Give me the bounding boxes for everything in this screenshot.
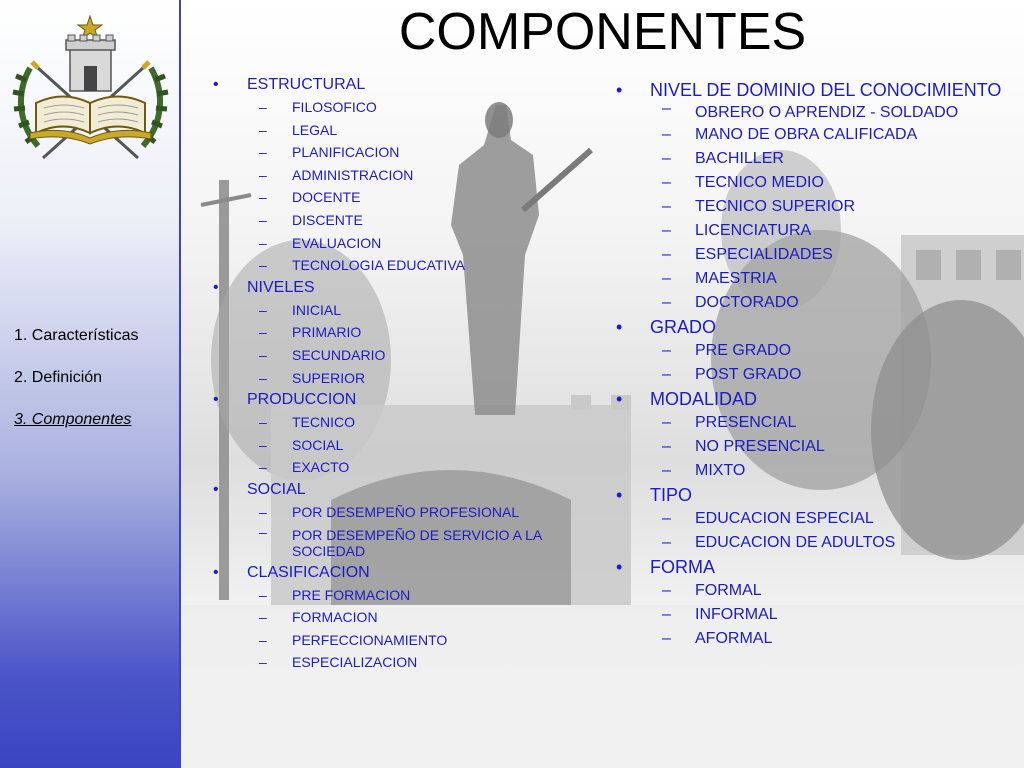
sub-item-label: PRESENCIAL xyxy=(695,414,797,431)
sub-item xyxy=(205,321,605,344)
sub-item xyxy=(205,456,605,479)
dash-icon: – xyxy=(259,301,267,318)
sub-item xyxy=(608,243,1018,267)
sub-item-label: INFORMAL xyxy=(695,606,778,623)
nav-item-caracteristicas[interactable]: 1. Características xyxy=(14,327,139,344)
bullet-icon: • xyxy=(213,480,219,498)
dash-icon: – xyxy=(259,346,267,363)
outline-item xyxy=(205,277,605,299)
sub-item xyxy=(205,254,605,277)
dash-icon: – xyxy=(259,586,267,603)
sidebar xyxy=(0,0,181,768)
item-label: CLASIFICACION xyxy=(247,563,370,581)
outline-item xyxy=(608,315,1018,339)
sub-item-label: LICENCIATURA xyxy=(695,222,812,239)
sub-item xyxy=(608,123,1018,147)
sub-item xyxy=(608,363,1018,387)
bullet-icon: • xyxy=(213,391,219,409)
outline-item xyxy=(205,562,605,584)
outline-item xyxy=(205,389,605,411)
sub-item-label: MIXTO xyxy=(695,462,746,479)
sub-item xyxy=(608,291,1018,315)
bullet-icon: • xyxy=(213,563,219,581)
sub-item xyxy=(608,579,1018,603)
dash-icon: – xyxy=(662,174,671,191)
sub-item xyxy=(205,344,605,367)
dash-icon: – xyxy=(259,189,267,206)
sub-item xyxy=(608,171,1018,195)
bullet-icon: • xyxy=(616,317,623,337)
bullet-icon: • xyxy=(213,76,219,93)
sub-item-label: ESPECIALIDADES xyxy=(695,246,833,263)
nav-item-definicion[interactable]: 2. Definición xyxy=(14,369,103,386)
sidebar-nav xyxy=(14,327,138,453)
dash-icon: – xyxy=(259,654,267,671)
sub-item-label: PRE GRADO xyxy=(695,342,792,359)
sub-item-label: MAESTRIA xyxy=(695,270,777,287)
sub-item-label: LEGAL xyxy=(292,121,338,138)
dash-icon: – xyxy=(662,606,671,623)
dash-icon: – xyxy=(662,438,671,455)
item-label: FORMA xyxy=(650,557,715,577)
left-outline-column xyxy=(205,74,605,674)
dash-icon: – xyxy=(662,246,671,263)
dash-icon: – xyxy=(662,270,671,287)
sub-item-label: TECNICO MEDIO xyxy=(695,174,824,191)
sub-item xyxy=(205,209,605,232)
sub-item xyxy=(608,267,1018,291)
nav-item-componentes[interactable]: 3. Componentes xyxy=(14,411,132,428)
sub-item-label: SOCIAL xyxy=(292,436,344,453)
dash-icon: – xyxy=(662,126,671,143)
dash-icon: – xyxy=(259,144,267,161)
sub-item-label: SECUNDARIO xyxy=(292,346,386,363)
bullet-icon: • xyxy=(616,389,623,409)
sub-item xyxy=(205,606,605,629)
sub-item xyxy=(205,501,605,524)
item-label: MODALIDAD xyxy=(650,389,758,409)
sub-item-label: POR DESEMPEÑO PROFESIONAL xyxy=(292,503,520,520)
sub-item-label: EXACTO xyxy=(292,459,350,476)
slide-title: COMPONENTES xyxy=(398,3,807,61)
sub-item-label: OBRERO O APRENDIZ - SOLDADO xyxy=(695,104,959,121)
sub-item xyxy=(205,141,605,164)
sub-item-label: DISCENTE xyxy=(292,211,363,228)
dash-icon: – xyxy=(662,342,671,359)
sub-item-label: POR DESEMPEÑO DE SERVICIO A LA SOCIEDAD xyxy=(292,526,542,559)
sub-item-label: FORMACION xyxy=(292,609,378,626)
sub-item-label: EDUCACION DE ADULTOS xyxy=(695,534,896,551)
item-label: GRADO xyxy=(650,317,717,337)
dash-icon: – xyxy=(259,523,267,540)
sub-item xyxy=(608,101,1018,123)
dash-icon: – xyxy=(259,99,267,115)
sub-item-label: FORMAL xyxy=(695,582,762,599)
bullet-icon: • xyxy=(213,278,219,296)
dash-icon: – xyxy=(259,257,267,274)
outline-item xyxy=(608,483,1018,507)
dash-icon: – xyxy=(259,503,267,520)
dash-icon: – xyxy=(662,630,671,647)
outline-item xyxy=(608,80,1018,101)
sub-item xyxy=(205,629,605,652)
dash-icon: – xyxy=(662,414,671,431)
sub-item xyxy=(205,232,605,255)
sub-item xyxy=(205,119,605,142)
dash-icon: – xyxy=(259,459,267,476)
sub-item-label: PRE FORMACION xyxy=(292,586,411,603)
dash-icon: – xyxy=(662,462,671,479)
sub-item xyxy=(608,507,1018,531)
dash-icon: – xyxy=(259,166,267,183)
sub-item xyxy=(205,367,605,390)
item-label: TIPO xyxy=(650,485,693,505)
dash-icon: – xyxy=(662,582,671,599)
dash-icon: – xyxy=(662,534,671,551)
dash-icon: – xyxy=(259,414,267,431)
dash-icon: – xyxy=(259,324,267,341)
outline-item xyxy=(205,74,605,96)
item-label: NIVELES xyxy=(247,278,315,296)
dash-icon: – xyxy=(662,150,671,167)
sub-item xyxy=(608,603,1018,627)
sub-item xyxy=(608,411,1018,435)
crest-emblem-icon xyxy=(8,8,173,163)
sub-item xyxy=(608,147,1018,171)
sub-item xyxy=(205,434,605,457)
dash-icon: – xyxy=(259,234,267,251)
item-label: SOCIAL xyxy=(247,480,306,498)
sub-item-label: POST GRADO xyxy=(695,366,802,383)
bullet-icon: • xyxy=(616,485,623,505)
sub-item-label: MANO DE OBRA CALIFICADA xyxy=(695,126,918,143)
sub-item-label: INICIAL xyxy=(292,301,342,318)
sub-item-label: DOCTORADO xyxy=(695,294,799,311)
sub-item xyxy=(205,651,605,674)
sub-item-label: PRIMARIO xyxy=(292,324,362,341)
sub-item xyxy=(608,627,1018,651)
outline-item xyxy=(608,555,1018,579)
sub-item xyxy=(205,96,605,119)
dash-icon: – xyxy=(259,609,267,626)
sub-item-label: PLANIFICACION xyxy=(292,144,400,161)
sub-item-label: DOCENTE xyxy=(292,189,361,206)
sub-item xyxy=(205,584,605,607)
sub-item xyxy=(205,299,605,322)
dash-icon: – xyxy=(259,436,267,453)
sub-item xyxy=(205,186,605,209)
right-outline-column xyxy=(608,80,1018,651)
bullet-icon: • xyxy=(616,80,623,100)
dash-icon: – xyxy=(662,366,671,383)
sub-item xyxy=(608,339,1018,363)
dash-icon: – xyxy=(259,121,267,138)
sub-item xyxy=(608,531,1018,555)
sub-item xyxy=(205,411,605,434)
sub-item-label: EDUCACION ESPECIAL xyxy=(695,510,874,527)
sub-item-label: ADMINISTRACION xyxy=(292,166,414,183)
dash-icon: – xyxy=(662,100,671,117)
sub-item xyxy=(205,164,605,187)
dash-icon: – xyxy=(259,211,267,228)
sub-item-label: TECNOLOGIA EDUCATIVA xyxy=(292,257,465,274)
dash-icon: – xyxy=(662,222,671,239)
outline-item xyxy=(205,479,605,501)
bullet-icon: • xyxy=(616,557,623,577)
sub-item xyxy=(205,524,605,562)
sub-item-label: TECNICO SUPERIOR xyxy=(695,198,856,215)
sub-item-label: SUPERIOR xyxy=(292,369,366,386)
dash-icon: – xyxy=(259,631,267,648)
outline-item xyxy=(608,387,1018,411)
sub-item-label: ESPECIALIZACION xyxy=(292,654,418,671)
dash-icon: – xyxy=(259,369,267,386)
sub-item-label: FILOSOFICO xyxy=(292,99,377,115)
sub-item-label: EVALUACION xyxy=(292,234,382,251)
sub-item-label: AFORMAL xyxy=(695,630,773,647)
sub-item xyxy=(608,219,1018,243)
dash-icon: – xyxy=(662,198,671,215)
sub-item-label: BACHILLER xyxy=(695,150,784,167)
sub-item xyxy=(608,195,1018,219)
sub-item xyxy=(608,459,1018,483)
item-label: NIVEL DE DOMINIO DEL CONOCIMIENTO xyxy=(650,80,1002,100)
dash-icon: – xyxy=(662,510,671,527)
sub-item xyxy=(608,435,1018,459)
item-label: PRODUCCION xyxy=(247,391,357,409)
sub-item-label: TECNICO xyxy=(292,414,355,431)
sub-item-label: PERFECCIONAMIENTO xyxy=(292,631,448,648)
sub-item-label: NO PRESENCIAL xyxy=(695,438,825,455)
item-label: ESTRUCTURAL xyxy=(247,76,366,93)
dash-icon: – xyxy=(662,294,671,311)
